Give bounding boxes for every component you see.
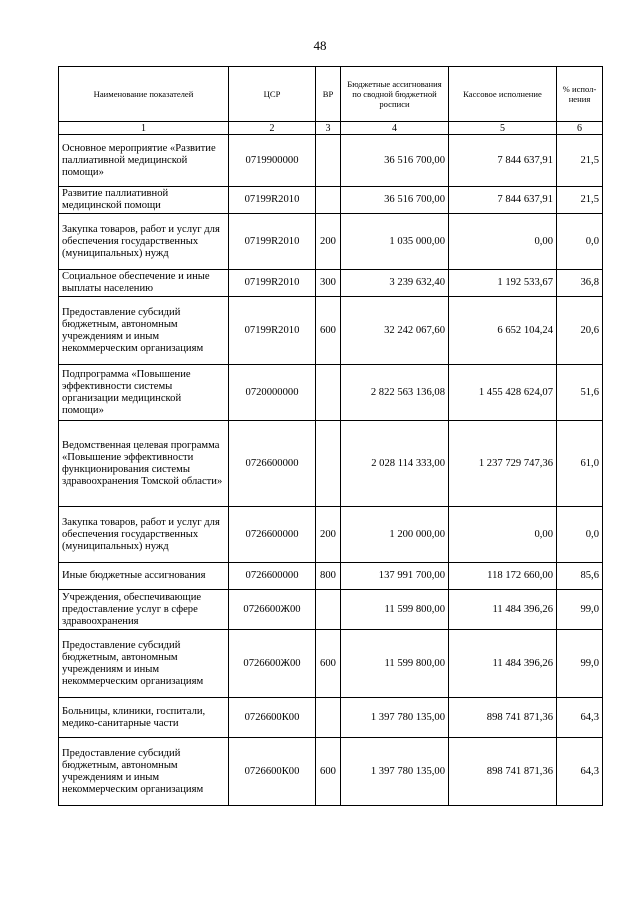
row-vr: 600 [316, 297, 341, 365]
row-pct: 64,3 [557, 738, 603, 806]
row-csr: 0720000000 [229, 365, 316, 421]
row-vr [316, 590, 341, 630]
table-row [59, 421, 603, 507]
row-name: Ведомственная целевая программа «Повышение эффективности функционирования системы здравоохранения Томской области» [59, 421, 229, 507]
row-csr: 0719900000 [229, 135, 316, 187]
row-vr [316, 421, 341, 507]
row-budget: 3 239 632,40 [341, 270, 449, 297]
row-name: Социальное обеспечение и иные выплаты населению [59, 270, 229, 297]
row-vr: 300 [316, 270, 341, 297]
row-budget: 2 028 114 333,00 [341, 421, 449, 507]
row-budget: 32 242 067,60 [341, 297, 449, 365]
column-number: 4 [341, 122, 449, 135]
row-cash: 898 741 871,36 [449, 738, 557, 806]
row-vr: 200 [316, 507, 341, 563]
table-row [59, 187, 603, 214]
row-vr [316, 187, 341, 214]
table-row [59, 270, 603, 297]
header-cash: Кассовое исполнение [449, 67, 557, 122]
table-row [59, 563, 603, 590]
row-csr: 0726600000 [229, 507, 316, 563]
row-vr [316, 698, 341, 738]
row-pct: 61,0 [557, 421, 603, 507]
row-budget: 137 991 700,00 [341, 563, 449, 590]
row-cash: 7 844 637,91 [449, 187, 557, 214]
row-cash: 0,00 [449, 507, 557, 563]
row-cash: 1 237 729 747,36 [449, 421, 557, 507]
row-name: Предоставление субсидий бюджетным, автономным учреждениям и иным некоммерческим организациям [59, 297, 229, 365]
row-budget: 11 599 800,00 [341, 590, 449, 630]
table-row [59, 297, 603, 365]
row-cash: 1 192 533,67 [449, 270, 557, 297]
row-budget: 1 397 780 135,00 [341, 738, 449, 806]
row-cash: 898 741 871,36 [449, 698, 557, 738]
table-body [59, 135, 603, 806]
row-csr: 07199R2010 [229, 270, 316, 297]
row-vr: 600 [316, 738, 341, 806]
row-pct: 21,5 [557, 135, 603, 187]
table-row [59, 135, 603, 187]
row-budget: 36 516 700,00 [341, 135, 449, 187]
row-pct: 64,3 [557, 698, 603, 738]
row-name: Иные бюджетные ассигнования [59, 563, 229, 590]
row-csr: 07199R2010 [229, 214, 316, 270]
row-vr: 600 [316, 630, 341, 698]
row-cash: 1 455 428 624,07 [449, 365, 557, 421]
row-budget: 1 035 000,00 [341, 214, 449, 270]
table-row [59, 590, 603, 630]
table-row [59, 698, 603, 738]
header-budget: Бюджетные ассигнования по сводной бюджетной росписи [341, 67, 449, 122]
column-number: 6 [557, 122, 603, 135]
header-csr: ЦСР [229, 67, 316, 122]
row-budget: 1 397 780 135,00 [341, 698, 449, 738]
row-cash: 118 172 660,00 [449, 563, 557, 590]
column-number: 5 [449, 122, 557, 135]
row-csr: 0726600Ж00 [229, 590, 316, 630]
row-pct: 99,0 [557, 590, 603, 630]
table-row [59, 738, 603, 806]
row-name: Развитие паллиативной медицинской помощи [59, 187, 229, 214]
row-cash: 11 484 396,26 [449, 630, 557, 698]
row-pct: 85,6 [557, 563, 603, 590]
budget-table [58, 66, 603, 806]
header-pct: % испол-нения [557, 67, 603, 122]
row-pct: 0,0 [557, 507, 603, 563]
row-name: Больницы, клиники, госпитали, медико-санитарные части [59, 698, 229, 738]
row-pct: 21,5 [557, 187, 603, 214]
row-vr [316, 365, 341, 421]
table-row [59, 365, 603, 421]
table-row [59, 630, 603, 698]
row-pct: 36,8 [557, 270, 603, 297]
row-name: Подпрограмма «Повышение эффективности системы организации медицинской помощи» [59, 365, 229, 421]
table-row [59, 507, 603, 563]
row-pct: 20,6 [557, 297, 603, 365]
row-csr: 0726600К00 [229, 738, 316, 806]
row-vr: 800 [316, 563, 341, 590]
row-pct: 51,6 [557, 365, 603, 421]
row-budget: 1 200 000,00 [341, 507, 449, 563]
row-csr: 0726600000 [229, 563, 316, 590]
row-cash: 7 844 637,91 [449, 135, 557, 187]
header-name: Наименование показателей [59, 67, 229, 122]
row-budget: 11 599 800,00 [341, 630, 449, 698]
row-name: Учреждения, обеспечивающие предоставление услуг в сфере здравоохранения [59, 590, 229, 630]
page-number: 48 [313, 38, 327, 53]
table-row [59, 214, 603, 270]
row-name: Предоставление субсидий бюджетным, автономным учреждениям и иным некоммерческим организациям [59, 738, 229, 806]
header-vr: ВР [316, 67, 341, 122]
row-cash: 6 652 104,24 [449, 297, 557, 365]
row-name: Закупка товаров, работ и услуг для обеспечения государственных (муниципальных) нужд [59, 214, 229, 270]
row-vr: 200 [316, 214, 341, 270]
row-pct: 0,0 [557, 214, 603, 270]
row-csr: 07199R2010 [229, 187, 316, 214]
column-number: 1 [59, 122, 229, 135]
row-csr: 07199R2010 [229, 297, 316, 365]
row-budget: 2 822 563 136,08 [341, 365, 449, 421]
row-pct: 99,0 [557, 630, 603, 698]
row-cash: 0,00 [449, 214, 557, 270]
row-cash: 11 484 396,26 [449, 590, 557, 630]
row-csr: 0726600Ж00 [229, 630, 316, 698]
column-number: 3 [316, 122, 341, 135]
row-vr [316, 135, 341, 187]
row-name: Закупка товаров, работ и услуг для обеспечения государственных (муниципальных) нужд [59, 507, 229, 563]
row-name: Основное мероприятие «Развитие паллиативной медицинской помощи» [59, 135, 229, 187]
row-csr: 0726600000 [229, 421, 316, 507]
row-budget: 36 516 700,00 [341, 187, 449, 214]
row-name: Предоставление субсидий бюджетным, автономным учреждениям и иным некоммерческим организациям [59, 630, 229, 698]
row-csr: 0726600К00 [229, 698, 316, 738]
column-number: 2 [229, 122, 316, 135]
